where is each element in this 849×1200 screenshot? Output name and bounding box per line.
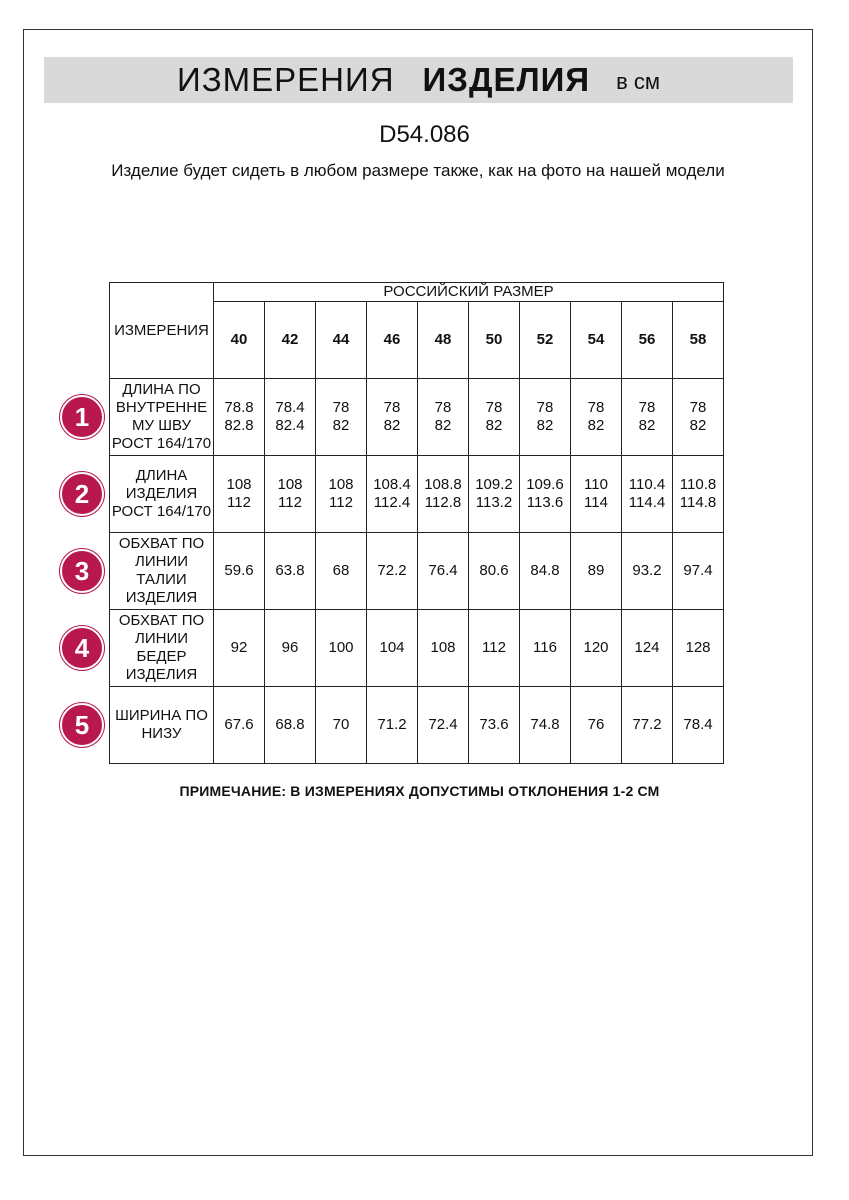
cell-value: 92: [230, 639, 248, 656]
cell-value: 63.8: [275, 562, 305, 579]
table-cell: [622, 456, 673, 533]
table-cell: [367, 610, 418, 687]
cell-value: 78.4: [275, 399, 305, 416]
row-label-line: ИЗДЕЛИЯ: [125, 589, 198, 606]
cell-value: 110.4: [628, 476, 666, 493]
table-cell: [316, 456, 367, 533]
table-cell: [367, 379, 418, 456]
article-number: D54.086: [379, 121, 470, 148]
title-light: ИЗМЕРЕНИЯ: [176, 61, 395, 98]
table-cell: [265, 610, 316, 687]
cell-value: 78: [587, 399, 605, 416]
row-label-line: ОБХВАТ ПО: [118, 612, 205, 629]
row-label-line: ДЛИНА ПО: [122, 381, 201, 398]
cell-value: 112.4: [373, 494, 411, 511]
cell-value: 82.4: [275, 417, 305, 434]
row-number-badge: 1: [60, 395, 104, 439]
cell-value: 104: [379, 639, 405, 656]
cell-value: 82: [383, 417, 401, 434]
row-label-line: РОСТ 164/170: [111, 503, 212, 520]
row-number-badge: 4: [60, 626, 104, 670]
table-cell: [469, 533, 520, 610]
cell-value: 78: [689, 399, 707, 416]
table-row: [110, 533, 724, 610]
row-label-line: ИЗДЕЛИЯ: [125, 666, 198, 683]
title-bold: ИЗДЕЛИЯ: [422, 61, 591, 98]
table-cell: [367, 687, 418, 764]
cell-value: 114: [584, 494, 608, 511]
table-cell: [214, 379, 265, 456]
size-header-40: 40: [214, 302, 265, 379]
cell-value: 112: [329, 494, 353, 511]
page-title: [44, 57, 793, 103]
cell-value: 78: [332, 399, 350, 416]
cell-value: 89: [587, 562, 605, 579]
size-header-58: 58: [673, 302, 724, 379]
row-number-badge: 3: [60, 549, 104, 593]
row-label-line: НИЗУ: [141, 725, 182, 742]
table-cell: [367, 533, 418, 610]
cell-value: 59.6: [224, 562, 254, 579]
table-cell: [265, 533, 316, 610]
size-header-50: 50: [469, 302, 520, 379]
size-header-56: 56: [622, 302, 673, 379]
row-label-line: РОСТ 164/170: [111, 435, 212, 452]
table-cell: [673, 687, 724, 764]
cell-value: 82: [536, 417, 554, 434]
title-unit: в см: [616, 69, 660, 94]
cell-value: 112.8: [424, 494, 462, 511]
cell-value: 76: [587, 716, 605, 733]
size-group-header: РОССИЙСКИЙ РАЗМЕР: [214, 283, 724, 302]
row-label: [110, 379, 214, 456]
row-label: [110, 610, 214, 687]
cell-value: 97.4: [683, 562, 713, 579]
table-cell: [673, 379, 724, 456]
cell-value: 78.8: [224, 399, 254, 416]
cell-value: 112: [278, 494, 302, 511]
table-cell: [571, 533, 622, 610]
table-cell: [265, 456, 316, 533]
cell-value: 120: [583, 639, 609, 656]
cell-value: 84.8: [530, 562, 560, 579]
cell-value: 108: [226, 476, 252, 493]
cell-value: 78.4: [683, 716, 713, 733]
row-label-line: ЛИНИИ: [134, 630, 189, 647]
cell-value: 112: [482, 639, 506, 656]
title-bar: [44, 57, 793, 103]
tolerance-note: ПРИМЕЧАНИЕ: В ИЗМЕРЕНИЯХ ДОПУСТИМЫ ОТКЛОНЕНИЯ 1-2 СМ: [179, 783, 660, 799]
cell-value: 108: [277, 476, 303, 493]
table-cell: [265, 379, 316, 456]
cell-value: 109.6: [526, 476, 564, 493]
fit-description: Изделие будет сидеть в любом размере также, как на фото на нашей модели: [111, 161, 725, 180]
cell-value: 74.8: [530, 716, 560, 733]
table-cell: [520, 379, 571, 456]
table-cell: [214, 610, 265, 687]
cell-value: 124: [634, 639, 660, 656]
table-cell: [469, 456, 520, 533]
table-cell: [673, 533, 724, 610]
cell-value: 70: [332, 716, 350, 733]
table-row: [110, 610, 724, 687]
cell-value: 93.2: [632, 562, 662, 579]
cell-value: 113.2: [475, 494, 513, 511]
size-header-42: 42: [265, 302, 316, 379]
table-cell: [571, 687, 622, 764]
table-cell: [622, 610, 673, 687]
table-cell: [622, 379, 673, 456]
cell-value: 108: [430, 639, 456, 656]
table-cell: [316, 533, 367, 610]
table-cell: [316, 379, 367, 456]
cell-value: 78: [638, 399, 656, 416]
row-label-line: БЕДЕР: [136, 648, 187, 665]
cell-value: 114.4: [628, 494, 666, 511]
table-cell: [418, 687, 469, 764]
cell-value: 67.6: [224, 716, 254, 733]
table-cell: [214, 456, 265, 533]
cell-value: 108.4: [373, 476, 411, 493]
table-cell: [622, 533, 673, 610]
table-row: [110, 687, 724, 764]
cell-value: 108: [328, 476, 354, 493]
row-number-badge: 2: [60, 472, 104, 516]
table-cell: [520, 533, 571, 610]
table-cell: [520, 687, 571, 764]
cell-value: 96: [281, 639, 299, 656]
cell-value: 116: [533, 639, 557, 656]
cell-value: 80.6: [479, 562, 509, 579]
size-header-44: 44: [316, 302, 367, 379]
row-label-line: ВНУТРЕННЕ: [115, 399, 208, 416]
table-cell: [622, 687, 673, 764]
cell-value: 110: [584, 476, 608, 493]
cell-value: 110.8: [679, 476, 717, 493]
cell-value: 78: [536, 399, 554, 416]
table-cell: [673, 456, 724, 533]
table-cell: [418, 610, 469, 687]
cell-value: 68: [332, 562, 350, 579]
cell-value: 72.2: [377, 562, 407, 579]
cell-value: 77.2: [632, 716, 662, 733]
table-cell: [469, 379, 520, 456]
table-cell: [469, 687, 520, 764]
table-cell: [469, 610, 520, 687]
table-cell: [265, 687, 316, 764]
cell-value: 112: [227, 494, 251, 511]
cell-value: 76.4: [428, 562, 458, 579]
row-label-line: ЛИНИИ: [134, 553, 189, 570]
row-label-line: ШИРИНА ПО: [115, 707, 208, 724]
size-header-48: 48: [418, 302, 469, 379]
row-number-badge: 5: [60, 703, 104, 747]
cell-value: 78: [383, 399, 401, 416]
cell-value: 82: [485, 417, 503, 434]
size-header-46: 46: [367, 302, 418, 379]
cell-value: 78: [434, 399, 452, 416]
table-cell: [418, 456, 469, 533]
table-header-row: [110, 283, 724, 302]
cell-value: 82: [689, 417, 707, 434]
cell-value: 109.2: [475, 476, 513, 493]
table-cell: [367, 456, 418, 533]
table-cell: [520, 610, 571, 687]
row-label-line: ДЛИНА: [135, 467, 188, 484]
table-cell: [520, 456, 571, 533]
cell-value: 68.8: [275, 716, 305, 733]
cell-value: 82: [332, 417, 350, 434]
cell-value: 114.8: [679, 494, 717, 511]
table-cell: [214, 687, 265, 764]
table-cell: [316, 687, 367, 764]
table-cell: [214, 533, 265, 610]
table-cell: [418, 533, 469, 610]
table-cell: [316, 610, 367, 687]
table-cell: [571, 610, 622, 687]
size-header-54: 54: [571, 302, 622, 379]
cell-value: 82: [587, 417, 605, 434]
cell-value: 82.8: [224, 417, 254, 434]
measure-column-header: ИЗМЕРЕНИЯ: [110, 283, 214, 379]
table-row: [110, 379, 724, 456]
row-label: [110, 533, 214, 610]
cell-value: 82: [638, 417, 656, 434]
row-label: [110, 456, 214, 533]
row-label-line: МУ ШВУ: [132, 417, 191, 434]
size-header-52: 52: [520, 302, 571, 379]
row-label: [110, 687, 214, 764]
cell-value: 128: [685, 639, 711, 656]
row-label-line: ТАЛИИ: [136, 571, 187, 588]
cell-value: 113.6: [526, 494, 564, 511]
row-label-line: ИЗДЕЛИЯ: [125, 485, 198, 502]
cell-value: 71.2: [377, 716, 407, 733]
table-cell: [571, 456, 622, 533]
cell-value: 82: [434, 417, 452, 434]
table-cell: [571, 379, 622, 456]
row-label-line: ОБХВАТ ПО: [118, 535, 205, 552]
cell-value: 108.8: [424, 476, 462, 493]
cell-value: 100: [328, 639, 354, 656]
table-cell: [673, 610, 724, 687]
cell-value: 78: [485, 399, 503, 416]
size-chart-table: [109, 282, 724, 764]
table-row: [110, 456, 724, 533]
cell-value: 72.4: [428, 716, 458, 733]
table-cell: [418, 379, 469, 456]
cell-value: 73.6: [479, 716, 509, 733]
